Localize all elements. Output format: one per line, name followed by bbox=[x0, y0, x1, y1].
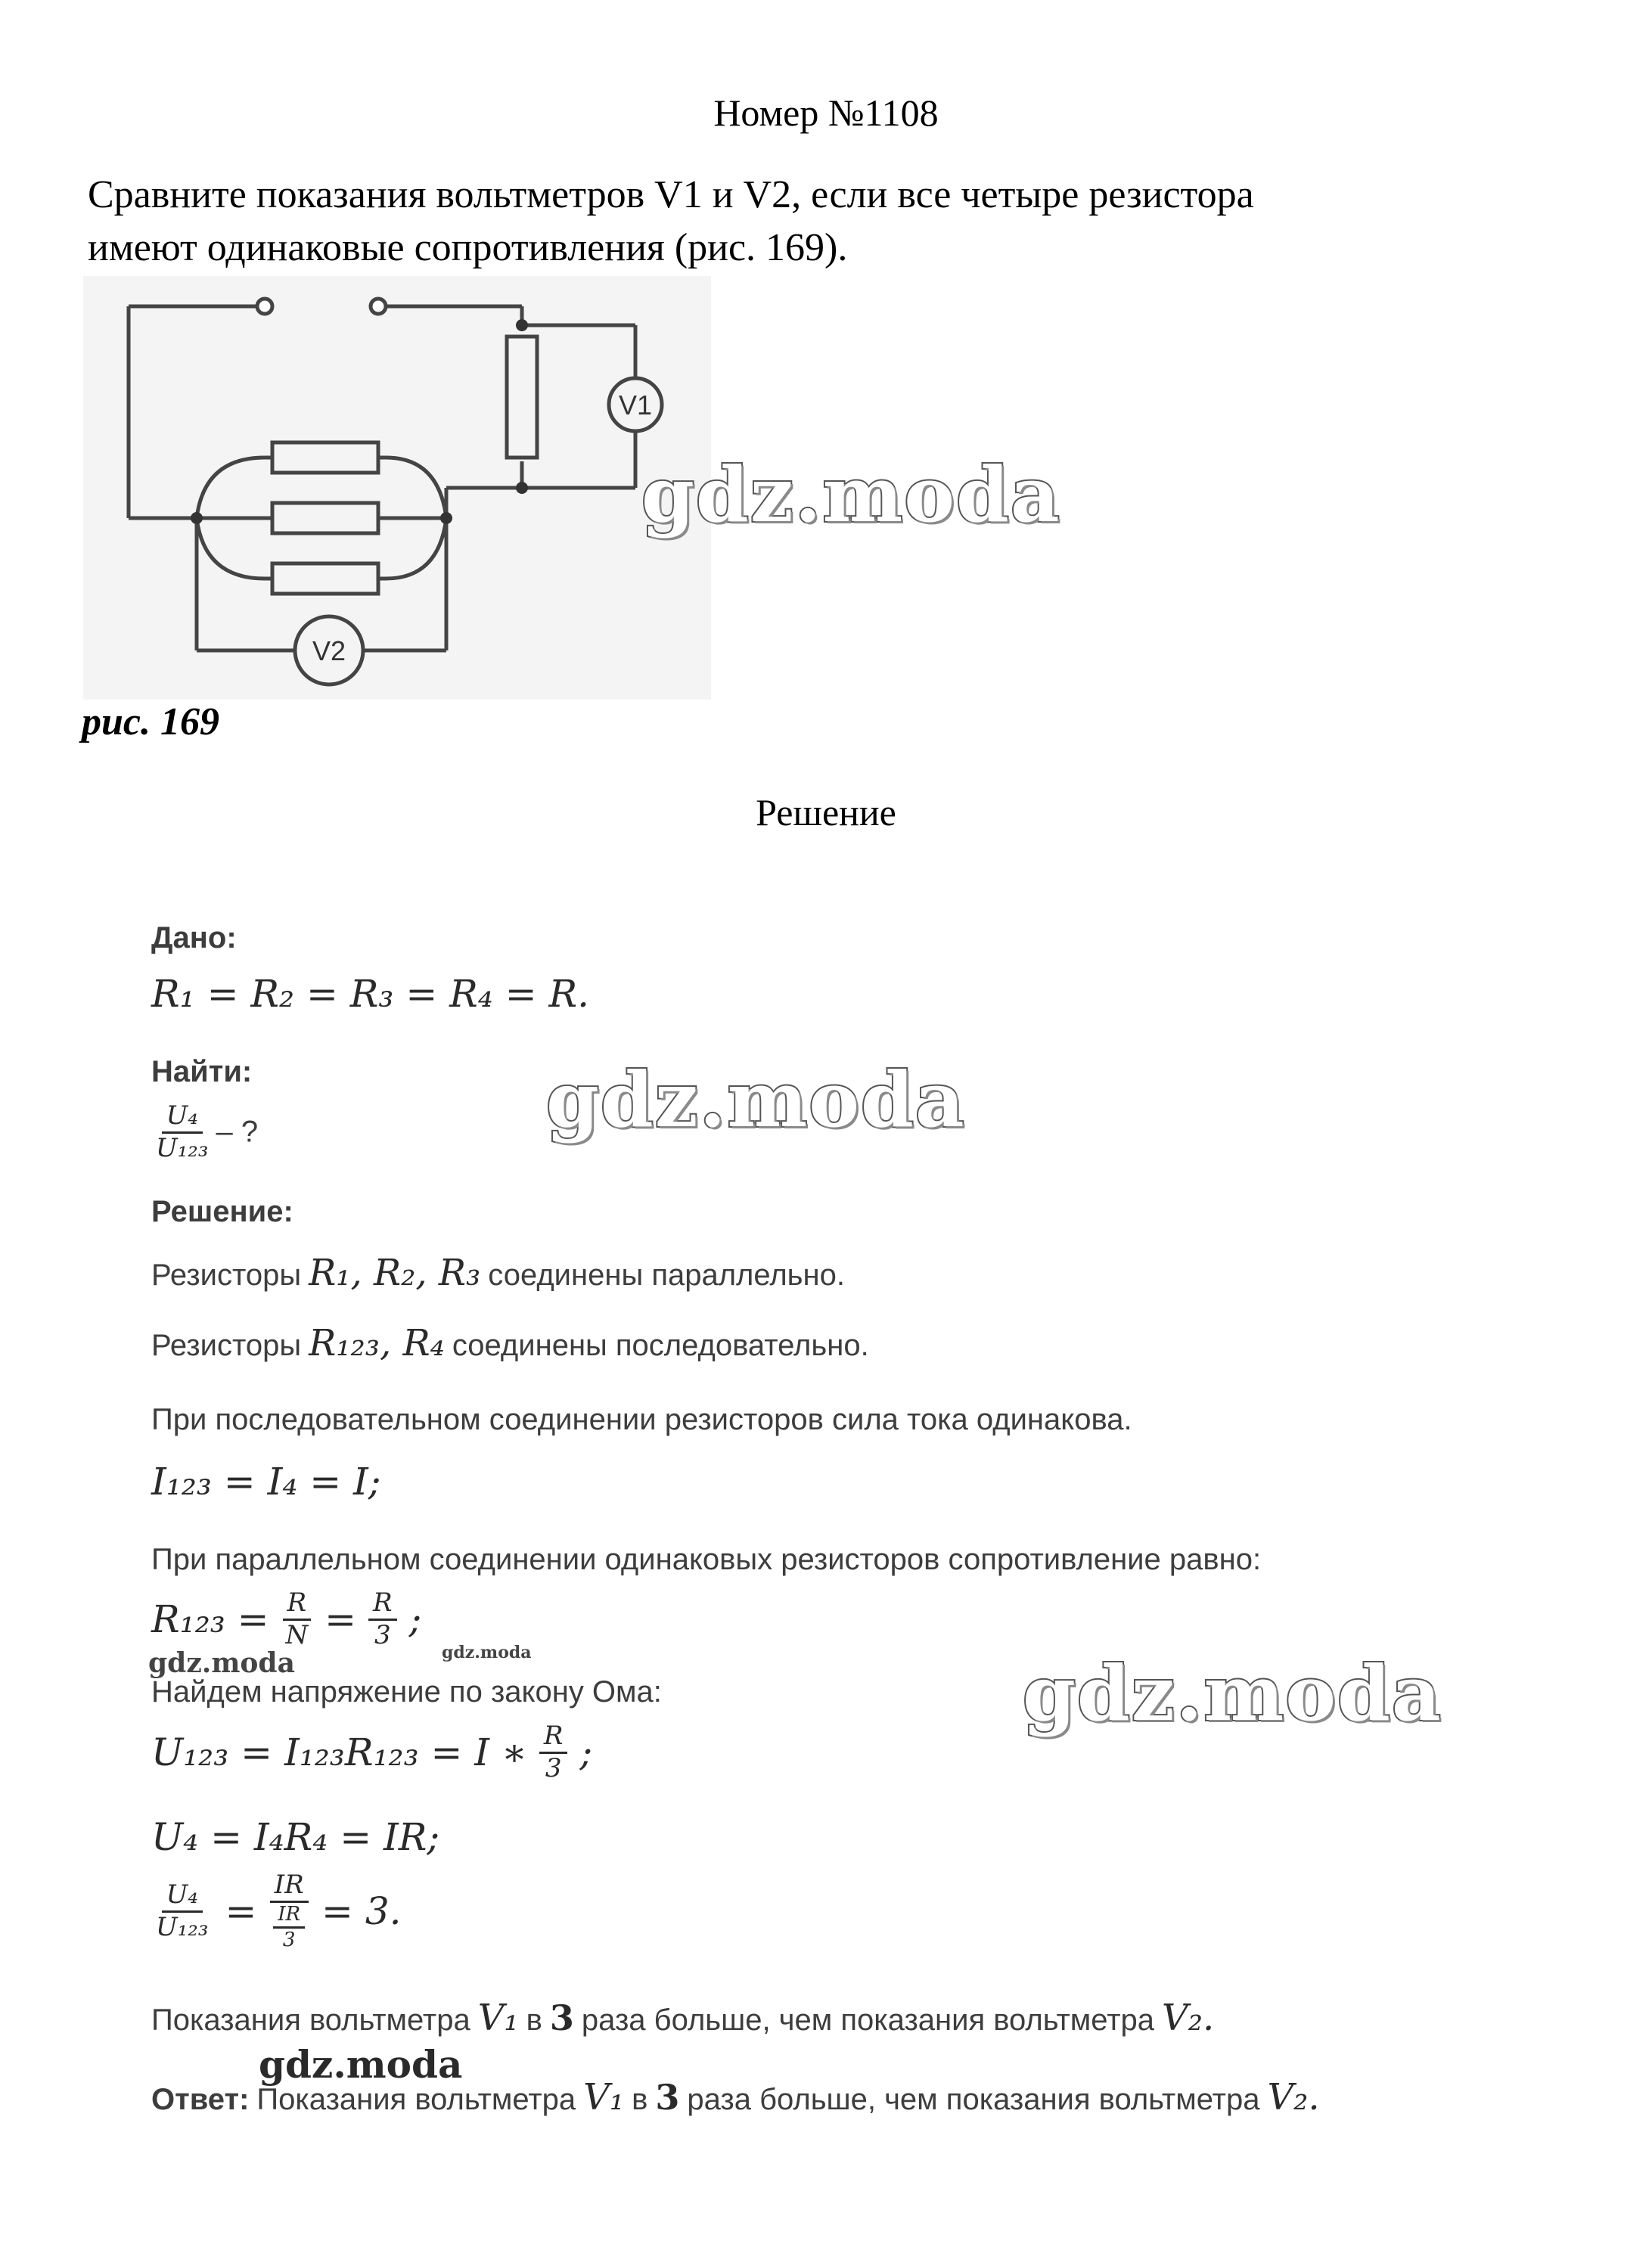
solution-line-2 bbox=[151, 1322, 869, 1364]
eq2-f2-num: R bbox=[368, 1590, 397, 1621]
line1-post: соединены параллельно. bbox=[488, 1259, 845, 1292]
solution-line-1 bbox=[151, 1252, 845, 1294]
figure-caption: рис. 169 bbox=[82, 700, 219, 743]
find-label: Найти: bbox=[151, 1055, 253, 1088]
eq5-result: = 3. bbox=[321, 1889, 402, 1934]
answer-v1: V₁ bbox=[583, 2076, 625, 2118]
answer-mid2: раза больше, чем показания вольтметра bbox=[687, 2083, 1260, 2116]
eq2-f1-num: R bbox=[283, 1590, 312, 1621]
line1-math: R₁, R₂, R₃ bbox=[309, 1252, 481, 1294]
watermark-large-1: gdz.moda bbox=[641, 450, 1061, 539]
eq2-f2-den: 3 bbox=[374, 1619, 391, 1650]
answer-mid1: в bbox=[632, 2083, 648, 2116]
eq5-f-den-num: IR bbox=[273, 1904, 305, 1929]
equation-1: I₁₂₃ = I₄ = I; bbox=[151, 1460, 381, 1504]
eq5-f-den-den: 3 bbox=[282, 1928, 296, 1951]
solution-heading: Решение bbox=[756, 791, 896, 833]
find-numerator: U₄ bbox=[162, 1103, 203, 1134]
watermark-large-2: gdz.moda bbox=[546, 1055, 966, 1144]
answer-pre: Показания вольтметра bbox=[256, 2083, 576, 2116]
voltmeter-v2-label: V2 bbox=[312, 635, 346, 666]
conclusion-v1: V₁ bbox=[477, 1997, 519, 2039]
given-label: Дано: bbox=[151, 921, 237, 954]
conclusion-pre: Показания вольтметра bbox=[151, 2003, 470, 2037]
line1-pre: Резисторы bbox=[151, 1259, 302, 1292]
line2-pre: Резисторы bbox=[151, 1329, 302, 1362]
answer-v2: V₂. bbox=[1267, 2076, 1320, 2118]
conclusion-num: 3 bbox=[549, 1997, 574, 2038]
eq2-end: ; bbox=[408, 1597, 422, 1642]
eq2-lhs: R₁₂₃ = bbox=[151, 1597, 269, 1642]
equation-2 bbox=[151, 1590, 421, 1649]
eq3-lhs: U₁₂₃ = I₁₂₃R₁₂₃ = I ∗ bbox=[151, 1730, 527, 1775]
equation-3 bbox=[151, 1723, 592, 1782]
find-suffix: – ? bbox=[216, 1115, 259, 1149]
circuit-diagram bbox=[83, 276, 711, 700]
solution-label: Решение: bbox=[151, 1195, 293, 1228]
conclusion-mid1: в bbox=[526, 2003, 542, 2037]
line2-math: R₁₂₃, R₄ bbox=[309, 1322, 445, 1364]
equation-4: U₄ = I₄R₄ = IR; bbox=[151, 1815, 440, 1859]
resistor-r1 bbox=[272, 442, 378, 473]
given-formula: R₁ = R₂ = R₃ = R₄ = R. bbox=[151, 972, 590, 1016]
eq5-num: U₄ bbox=[162, 1882, 203, 1913]
watermark-large-3: gdz.moda bbox=[1023, 1649, 1442, 1738]
line2-post: соединены последовательно. bbox=[452, 1329, 869, 1362]
conclusion-mid2: раза больше, чем показания вольтметра bbox=[581, 2003, 1155, 2037]
eq3-den: 3 bbox=[545, 1752, 562, 1783]
eq3-end: ; bbox=[579, 1730, 593, 1775]
find-expression bbox=[151, 1100, 259, 1163]
conclusion-line bbox=[151, 1997, 1214, 2039]
voltmeter-v1-label: V1 bbox=[618, 390, 653, 421]
page-title: Номер №1108 bbox=[713, 92, 939, 134]
solution-line-5: Найдем напряжение по закону Ома: bbox=[151, 1675, 662, 1709]
problem-line-1: Сравните показания вольтметров V1 и V2, если все четыре резистора bbox=[88, 173, 1254, 216]
problem-line-2: имеют одинаковые сопротивления (рис. 169). bbox=[88, 226, 848, 269]
solution-line-3: При последовательном соединении резисторов сила тока одинакова. bbox=[151, 1403, 1132, 1436]
resistor-r4 bbox=[507, 337, 537, 458]
watermark-small-1: gdz.moda bbox=[148, 1647, 295, 1679]
solution-line-4: При параллельном соединении одинаковых резисторов сопротивление равно: bbox=[151, 1543, 1262, 1576]
answer-num: 3 bbox=[655, 2077, 680, 2118]
eq2-eq: = bbox=[324, 1597, 357, 1642]
answer-label: Ответ: bbox=[151, 2083, 250, 2116]
conclusion-v2: V₂. bbox=[1162, 1997, 1215, 2039]
watermark-small-2: gdz.moda bbox=[442, 1643, 532, 1662]
resistor-r2 bbox=[272, 503, 378, 533]
eq5-f-num: IR bbox=[270, 1872, 309, 1903]
equation-5 bbox=[151, 1872, 402, 1951]
find-denominator: U₁₂₃ bbox=[156, 1132, 209, 1163]
eq2-f1-den: N bbox=[285, 1619, 309, 1650]
eq3-num: R bbox=[539, 1723, 568, 1754]
resistor-r3 bbox=[272, 563, 378, 594]
eq5-eq: = bbox=[225, 1889, 257, 1934]
watermark-small-3: gdz.moda bbox=[259, 2042, 463, 2087]
eq5-den: U₁₂₃ bbox=[156, 1911, 209, 1942]
